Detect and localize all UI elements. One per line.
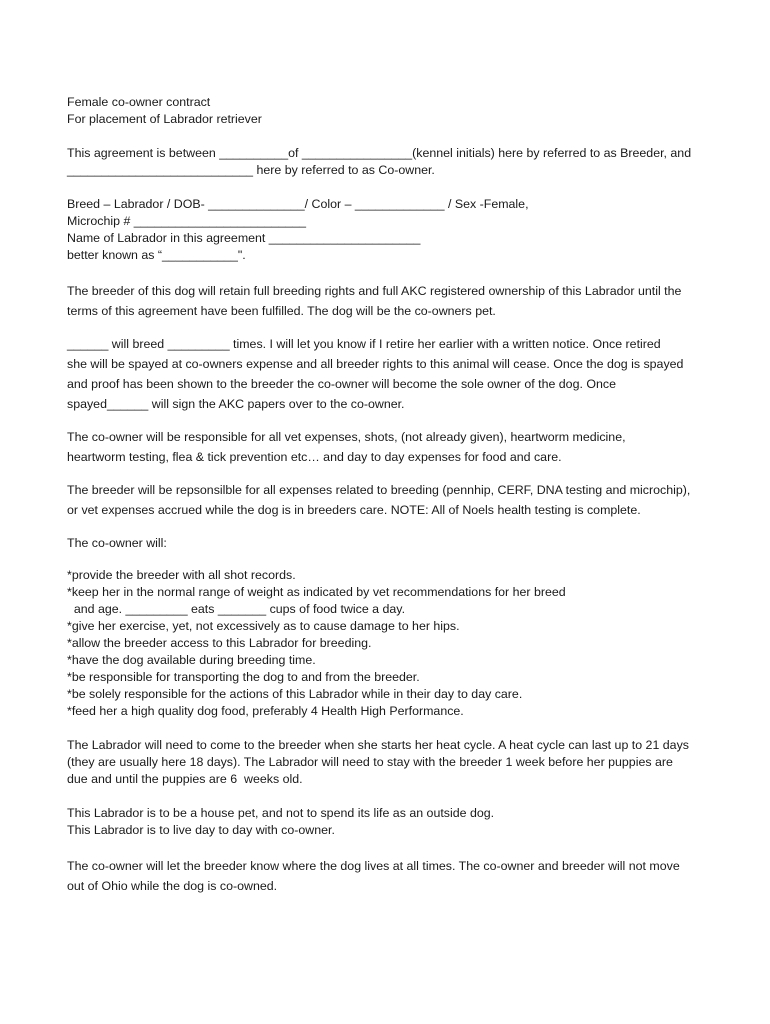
coowner-expenses-paragraph	[67, 427, 707, 467]
dog-info-line: Name of Labrador in this agreement ______________________	[67, 231, 421, 245]
residence-paragraph	[67, 856, 707, 896]
obligation-item: and age. _________ eats _______ cups of food twice a day.	[67, 602, 406, 616]
document-title: Female co-owner contract	[67, 95, 211, 109]
paragraph-line: she will be spayed at co-owners expense and all breeder rights to this animal will cease. Once the dog is spayed	[67, 357, 684, 371]
dog-info-line: Microchip # _________________________	[67, 214, 307, 228]
intro-section	[67, 145, 707, 179]
paragraph-line: ______ will breed _________ times. I will let you know if I retire her earlier with a written notice. Once retired	[67, 337, 661, 351]
paragraph-line: The breeder will be repsonsilble for all expenses related to breeding (pennhip, CERF, DNA testing and microchip),	[67, 483, 691, 497]
paragraph-line: and proof has been shown to the breeder the co-owner will become the sole owner of the dog. Once	[67, 377, 616, 391]
breeding-rights-paragraph	[67, 281, 707, 321]
paragraph-line: The Labrador will need to come to the breeder when she starts her heat cycle. A heat cycle can last up to 21 days	[67, 738, 689, 752]
heat-cycle-paragraph	[67, 737, 707, 788]
obligation-item: *keep her in the normal range of weight as indicated by vet recommendations for her breed	[67, 585, 566, 599]
paragraph-line: The co-owner will let the breeder know where the dog lives at all times. The co-owner and breeder will not move	[67, 859, 680, 873]
obligation-item: *give her exercise, yet, not excessively as to cause damage to her hips.	[67, 619, 460, 633]
dog-info-section	[67, 196, 707, 264]
dog-info-line: Breed – Labrador / DOB- ______________/ Color – _____________ / Sex -Female,	[67, 197, 529, 211]
obligation-item: *be responsible for transporting the dog to and from the breeder.	[67, 670, 420, 684]
obligation-item: *be solely responsible for the actions of this Labrador while in their day to day care.	[67, 687, 523, 701]
house-pet-paragraph	[67, 805, 707, 839]
intro-line: ___________________________ here by referred to as Co-owner.	[67, 163, 435, 177]
paragraph-line: This Labrador is to live day to day with co-owner.	[67, 823, 335, 837]
paragraph-line: terms of this agreement have been fulfilled. The dog will be the co-owners pet.	[67, 304, 496, 318]
paragraph-line: heartworm testing, flea & tick prevention etc… and day to day expenses for food and care.	[67, 450, 562, 464]
paragraph-line: The co-owner will be responsible for all vet expenses, shots, (not already given), heartworm medicine,	[67, 430, 626, 444]
intro-line: This agreement is between __________of ________________(kennel initials) here by referred to as Breeder, and	[67, 146, 692, 160]
paragraph-line: or vet expenses accrued while the dog is in breeders care. NOTE: All of Noels health testing is complete.	[67, 503, 641, 517]
breeding-terms-paragraph	[67, 334, 707, 414]
breeder-expenses-paragraph	[67, 480, 707, 520]
paragraph-line: due and until the puppies are 6 weeks old.	[67, 772, 303, 786]
paragraph-line: This Labrador is to be a house pet, and not to spend its life as an outside dog.	[67, 806, 495, 820]
contract-body	[67, 94, 707, 896]
obligation-item: *have the dog available during breeding time.	[67, 653, 316, 667]
obligation-item: *feed her a high quality dog food, preferably 4 Health High Performance.	[67, 704, 464, 718]
document-subtitle: For placement of Labrador retriever	[67, 112, 262, 126]
paragraph-line: (they are usually here 18 days). The Labrador will need to stay with the breeder 1 week before her puppies are	[67, 755, 673, 769]
paragraph-line: The breeder of this dog will retain full breeding rights and full AKC registered ownership of this Labrador until the	[67, 284, 682, 298]
paragraph-line: out of Ohio while the dog is co-owned.	[67, 879, 278, 893]
obligation-item: *allow the breeder access to this Labrador for breeding.	[67, 636, 372, 650]
obligation-item: *provide the breeder with all shot records.	[67, 568, 296, 582]
paragraph-line: spayed______ will sign the AKC papers over to the co-owner.	[67, 397, 405, 411]
coowner-will-heading: The co-owner will:	[67, 536, 167, 550]
dog-info-line: better known as “___________".	[67, 248, 246, 262]
obligations-list	[67, 567, 707, 720]
